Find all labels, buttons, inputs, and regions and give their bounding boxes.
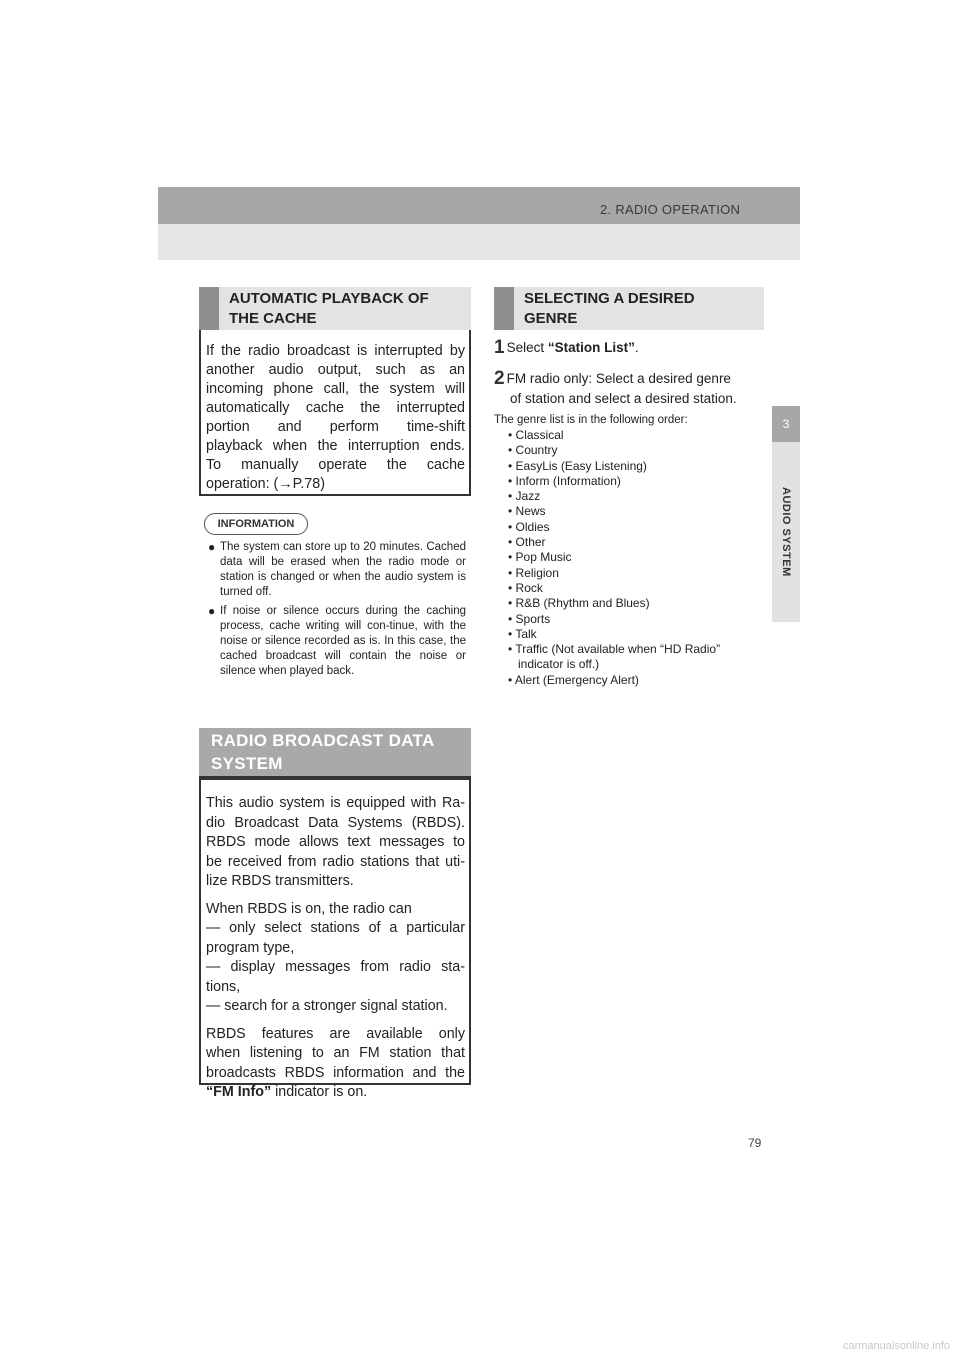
rbds-line: — display messages from radio sta-	[206, 959, 465, 975]
genre-list-item: • News	[508, 504, 546, 519]
rbds-line: — search for a stronger signal station.	[206, 998, 448, 1014]
genre-list-item: • Rock	[508, 580, 543, 595]
rbds-line: program type,	[206, 939, 295, 956]
genre-list-item: • Talk	[508, 626, 537, 641]
rbds-heading	[199, 728, 471, 776]
chapter-label-text: AUDIO SYSTEM	[780, 487, 792, 577]
genre-heading-line1: SELECTING A DESIRED	[524, 289, 695, 307]
rbds-line: tions,	[206, 978, 241, 995]
rbds-line-tail: indicator is on.	[271, 1084, 368, 1100]
heading-accent-bar	[494, 287, 514, 330]
genre-list-item: • Alert (Emergency Alert)	[508, 672, 639, 687]
page-number: 79	[748, 1136, 762, 1150]
genre-list-item: • Sports	[508, 611, 551, 626]
chapter-label	[772, 442, 800, 622]
auto-playback-line: To manually operate the cache	[206, 457, 465, 473]
auto-playback-left-border	[199, 330, 201, 496]
auto-playback-heading-line1: AUTOMATIC PLAYBACK OF	[229, 289, 429, 307]
auto-playback-heading	[199, 287, 471, 330]
genre-list-intro	[494, 414, 688, 426]
genre-list-item: • Traffic (Not available when “HD Radio”	[508, 642, 721, 657]
step-1-suffix: .	[634, 340, 639, 355]
information-item-text: The system can store up to 20 minutes. Cached data will be erased when the radio mode or station is changed or when the audio system is turned off.	[220, 541, 466, 598]
auto-playback-line: incoming phone call, the system will	[206, 381, 465, 397]
genre-list-item: • Other	[508, 535, 546, 550]
rbds-heading-line1: RADIO BROADCAST DATA	[211, 731, 435, 750]
bullet-icon: ●	[208, 540, 216, 554]
bullet-icon: ●	[208, 604, 216, 618]
fm-info-label: “FM Info”	[206, 1084, 272, 1100]
genre-list-item: • Pop Music	[508, 550, 572, 565]
auto-playback-line: If the radio broadcast is interrupted by	[206, 343, 465, 359]
genre-list-item: • Religion	[508, 565, 559, 580]
step-2-line2: of station and select a desired station.	[510, 391, 737, 406]
information-badge: INFORMATION	[204, 513, 308, 535]
step-1-prefix: Select	[506, 340, 548, 355]
watermark: carmanualsonline.info	[842, 1340, 950, 1352]
rbds-heading-rule	[199, 776, 471, 780]
information-item-text: If noise or silence occurs during the caching process, cache writing will con-tinue, with the noise or silence recorded as is. In this case, the cached broadcast will contain the noise or silence when played back.	[220, 605, 466, 677]
step-number: 1	[494, 337, 505, 358]
genre-list-item: • Oldies	[508, 519, 550, 534]
rbds-line: when listening to an FM station that	[206, 1045, 465, 1061]
rbds-line: This audio system is equipped with Ra-	[206, 795, 465, 811]
genre-list-item: • Inform (Information)	[508, 473, 621, 488]
rbds-line: When RBDS is on, the radio can	[206, 900, 412, 917]
section-title: 2. RADIO OPERATION	[600, 202, 741, 217]
auto-playback-right-border	[469, 330, 471, 496]
genre-list-item: • Jazz	[508, 489, 541, 504]
chapter-number-tab: 3	[772, 406, 800, 442]
genre-list-item: indicator is off.)	[508, 657, 600, 672]
rbds-line: dio Broadcast Data Systems (RBDS).	[206, 814, 465, 831]
auto-playback-heading-text	[219, 287, 439, 330]
step-2-line1: FM radio only: Select a desired genre	[506, 371, 731, 386]
auto-playback-last-line	[206, 475, 465, 494]
genre-list	[508, 428, 720, 688]
auto-playback-heading-line2: THE CACHE	[229, 309, 317, 327]
rbds-line: RBDS mode allows text messages to	[206, 834, 465, 850]
header-subband	[158, 224, 800, 260]
genre-heading	[494, 287, 764, 330]
genre-list-item: • R&B (Rhythm and Blues)	[508, 596, 650, 611]
auto-playback-line: portion and perform time-shift	[206, 419, 465, 435]
genre-heading-line2: GENRE	[524, 309, 578, 327]
genre-list-item: • EasyLis (Easy Listening)	[508, 458, 647, 473]
rbds-paragraph-3	[206, 1025, 465, 1103]
auto-playback-ref-prefix: operation: (	[206, 476, 279, 492]
genre-list-item: • Country	[508, 443, 558, 458]
station-list-label: “Station List”	[547, 340, 635, 355]
step-1	[494, 338, 639, 358]
rbds-line	[206, 1083, 465, 1103]
heading-accent-bar	[199, 287, 219, 330]
rbds-line: broadcasts RBDS information and the	[206, 1064, 465, 1081]
information-item	[208, 604, 466, 679]
auto-playback-page-ref[interactable]: P.78)	[292, 476, 325, 492]
genre-heading-text	[514, 287, 705, 330]
rbds-line: lize RBDS transmitters.	[206, 873, 354, 889]
rbds-left-border	[199, 780, 201, 1085]
auto-playback-body	[206, 342, 465, 494]
information-list	[208, 540, 466, 683]
rbds-paragraph-2	[206, 900, 465, 1017]
genre-list-item: • Classical	[508, 428, 564, 442]
auto-playback-line: playback when the interruption ends.	[206, 438, 465, 454]
rbds-line: be received from radio stations that uti-	[206, 853, 465, 870]
rbds-line: RBDS features are available only	[206, 1025, 465, 1042]
step-number: 2	[494, 368, 505, 389]
auto-playback-bottom-rule	[199, 494, 471, 496]
rbds-line: — only select stations of a particular	[206, 920, 465, 936]
genre-list-intro-text: The genre list is in the following order:	[494, 414, 688, 426]
auto-playback-line: another audio output, such as an	[206, 362, 465, 378]
rbds-heading-line2: SYSTEM	[211, 754, 283, 773]
arrow-icon: →	[278, 476, 293, 492]
rbds-body	[206, 794, 465, 1111]
step-2	[494, 369, 766, 409]
information-item	[208, 540, 466, 600]
rbds-paragraph-1	[206, 794, 465, 892]
rbds-right-border	[469, 780, 471, 1085]
auto-playback-line: automatically cache the interrupted	[206, 400, 465, 416]
